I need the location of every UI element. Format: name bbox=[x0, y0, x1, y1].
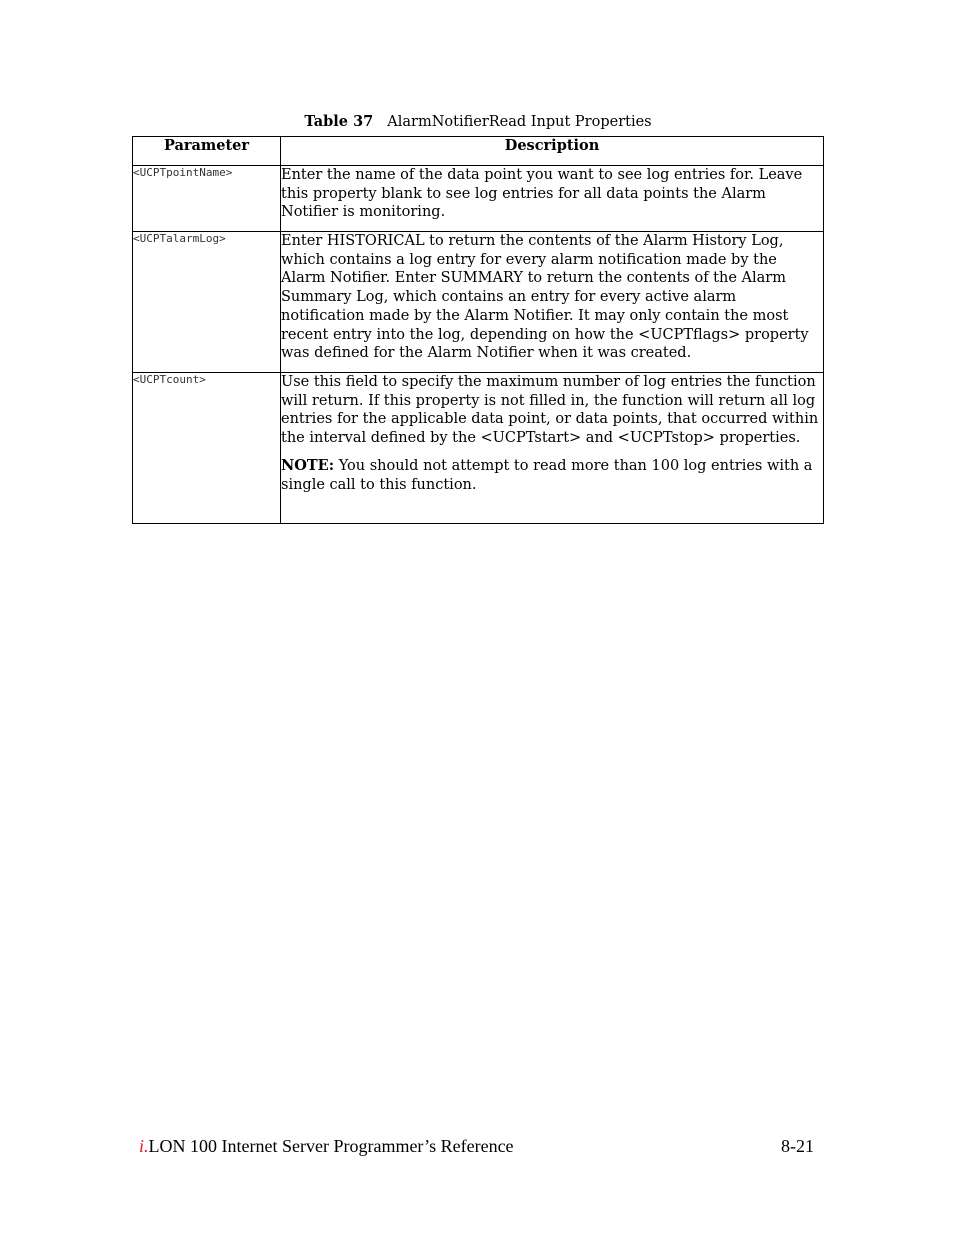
header-description: Description bbox=[281, 137, 824, 166]
properties-table bbox=[132, 136, 824, 524]
description-text: Enter HISTORICAL to return the contents of the Alarm History Log, which contains a log entry for every alarm notification made by the Alarm Notifier. Enter SUMMARY to return the contents of the Alarm Summary Log, which contains an entry for every active alarm notification made by the Alarm Notifier. It may only contain the most recent entry into the log, depending on how the <UCPTflags> property was defined for the Alarm Notifier when it was created. bbox=[281, 233, 809, 362]
note-text: You should not attempt to read more than 100 log entries with a single call to this function. bbox=[281, 457, 813, 493]
header-parameter: Parameter bbox=[133, 137, 281, 166]
parameter-cell: <UCPTalarmLog> bbox=[133, 232, 281, 373]
parameter-cell: <UCPTpointName> bbox=[133, 166, 281, 232]
description-cell bbox=[281, 373, 824, 524]
table-caption bbox=[133, 112, 823, 132]
table-number: Table 37 bbox=[304, 113, 374, 130]
page-number: 8-21 bbox=[781, 1136, 814, 1156]
description-text: Enter the name of the data point you want to see log entries for. Leave this property blank to see log entries for all data points the Alarm Notifier is monitoring. bbox=[281, 167, 803, 221]
table-row bbox=[133, 166, 824, 232]
page-footer bbox=[139, 1135, 814, 1157]
document-title: LON 100 Internet Server Programmer’s Reference bbox=[148, 1136, 514, 1156]
brand-prefix: i. bbox=[139, 1136, 149, 1156]
description-text: Use this field to specify the maximum number of log entries the function will return. If this property is not filled in, the function will return all log entries for the applicable data point, or data points, that occurred within the interval defined by the <UCPTstart> and <UCPTstop> properties. bbox=[281, 374, 819, 447]
note-paragraph bbox=[281, 457, 823, 494]
description-cell bbox=[281, 166, 824, 232]
table-row bbox=[133, 232, 824, 373]
table-row bbox=[133, 373, 824, 524]
description-cell bbox=[281, 232, 824, 373]
table-title: AlarmNotifierRead Input Properties bbox=[387, 114, 652, 130]
table-header-row bbox=[133, 137, 824, 166]
note-label: NOTE: bbox=[281, 456, 335, 474]
parameter-cell: <UCPTcount> bbox=[133, 373, 281, 524]
